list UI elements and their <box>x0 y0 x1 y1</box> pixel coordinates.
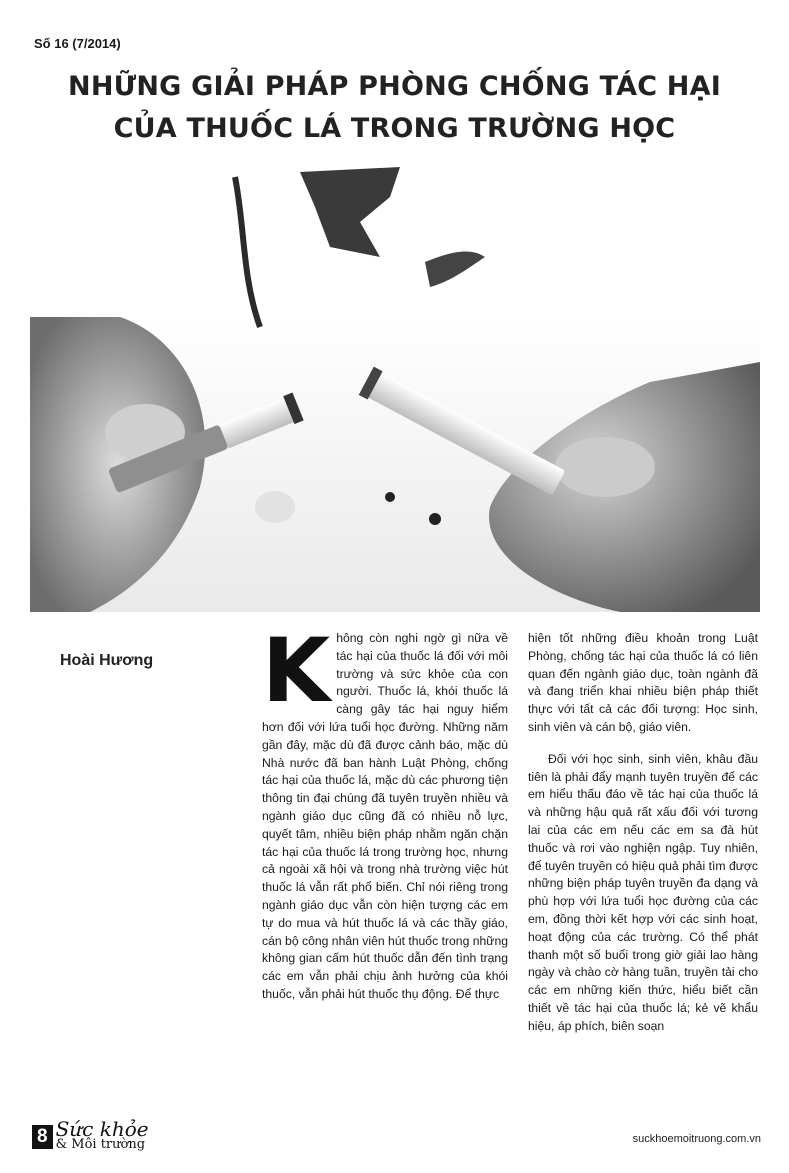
article-title <box>0 66 789 150</box>
website-url: suckhoemoitruong.com.vn <box>632 1133 761 1145</box>
author-name: Hoài Hương <box>60 652 154 669</box>
article-paragraph-2: hiện tốt những điều khoản trong Luật Phòng, chống tác hại của thuốc lá có liên quan đến ngành giáo dục, toàn ngành đã và đang triển khai nhiều biện pháp thiết thực với tất cả các đối tượng: Học sinh, sinh viên và cán bộ, giáo viên. <box>528 631 758 734</box>
logo-line-2: & Môi trường <box>55 1137 146 1152</box>
drop-cap: K <box>262 619 331 722</box>
broken-cigarette-photo <box>30 167 760 612</box>
footer-branding <box>32 1117 149 1152</box>
magazine-logo <box>55 1117 149 1152</box>
title-line-1: NHỮNG GIẢI PHÁP PHÒNG CHỐNG TÁC HẠI <box>68 71 721 102</box>
issue-label: Số 16 (7/2014) <box>34 36 121 51</box>
article-paragraph-1: hông còn nghi ngờ gì nữa về tác hại của thuốc lá đối với môi trường và sức khỏe của con người. Thuốc lá, khói thuốc lá càng gây tác hại nguy hiểm hơn đối với lứa tuổi học đường. Những năm gần đây, mặc dù đã được cảnh báo, mặc dù Nhà nước đã ban hành Luật Phòng, chống tác hại của thuốc lá, mặc dù các phương tiện thông tin đại chúng đã tuyên truyền nhiều và ngành giáo dục cũng đã có nhiều nỗ lực, quyết tâm, nhiều biện pháp nhằm ngăn chặn tác hại của thuốc lá trong trường học, nhưng cả ngoài xã hội và trong nhà trường việc hút thuốc lá vẫn rất phổ biến. Chỉ nói riêng trong ngành giáo dục vẫn còn hiện tượng các em tự do mua và hút thuốc lá và các thầy giáo, cán bộ công nhân viên hút thuốc trong những không gian cấm hút thuốc dẫn đến tình trạng các em vẫn phải chịu ảnh hưởng của khói thuốc, vẫn phải hút thuốc thụ động. Để thực <box>262 631 508 1001</box>
article-column-1 <box>262 619 508 1004</box>
logo-line-1: Sức khỏe <box>55 1117 149 1141</box>
title-line-2: CỦA THUỐC LÁ TRONG TRƯỜNG HỌC <box>113 113 676 144</box>
article-paragraph-3: Đối với học sinh, sinh viên, khâu đầu tiên là phải đẩy mạnh tuyên truyền để các em hiểu thấu đáo về tác hại của thuốc lá và những hậu quả rất xấu đối với tương lai của các em nếu các em sa đà hút thuốc và rơi vào nghiện ngập. Tuy nhiên, để tuyên truyền có hiệu quả phải tìm được những biện pháp tuyên truyền đa dạng và phù hợp với lứa tuổi học đường của các em, đồng thời kết hợp với các sinh hoạt, hoạt động của các trường. Có thể phát thanh một số buổi trong giờ giải lao hàng ngày và chào cờ hàng tuần, truyền tải cho các em những kiến thức, hiểu biết cần thiết về tác hại của thuốc lá; kẻ vẽ khẩu hiệu, áp phích, biên soạn <box>528 751 758 1033</box>
article-column-2 <box>528 630 758 1036</box>
page-number: 8 <box>32 1125 53 1149</box>
